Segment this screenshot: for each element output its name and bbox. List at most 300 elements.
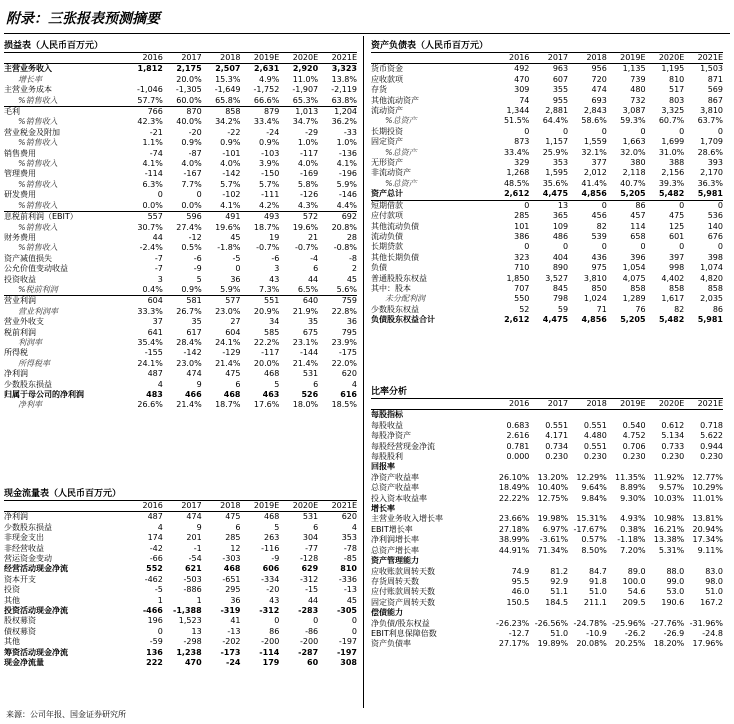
table-row: [4, 212, 357, 223]
value-cell: 1,595: [545, 168, 569, 178]
table-row: [371, 305, 723, 315]
value-cell: 463: [262, 390, 280, 399]
value-cell: -117: [300, 148, 319, 158]
year-header-cell: 2016: [491, 53, 530, 64]
row-label: 长期投资: [371, 126, 403, 136]
value-cell: 209.5: [622, 597, 646, 607]
value-cell: 620: [341, 369, 357, 379]
value-cell: 0.230: [661, 452, 685, 462]
row-label: 净利润: [4, 369, 28, 379]
value-cell: 845: [552, 283, 569, 293]
value-cell: [529, 410, 568, 421]
year-header-cell: 2018: [568, 399, 607, 410]
table-row: [371, 96, 723, 106]
value-cell: 798: [552, 294, 569, 304]
value-cell: 88.0: [666, 566, 685, 576]
value-cell: [684, 608, 723, 618]
value-cell: 3: [274, 264, 280, 274]
value-cell: 474: [186, 512, 202, 522]
value-cell: -142: [183, 348, 202, 358]
value-cell: 0: [274, 616, 280, 626]
value-cell: -24: [266, 127, 280, 137]
value-cell: 396: [630, 252, 646, 262]
value-cell: 4,856: [581, 315, 607, 325]
value-cell: -117: [261, 348, 280, 358]
year-header-cell: 2020E: [279, 53, 318, 64]
value-cell: 11.01%: [692, 493, 723, 503]
table-row: [371, 200, 723, 211]
value-cell: [684, 410, 723, 421]
value-cell: 12.29%: [576, 472, 607, 482]
table-row: [371, 556, 723, 566]
value-cell: 18.20%: [653, 639, 685, 649]
value-cell: 975: [591, 263, 607, 273]
value-cell: 41: [230, 616, 241, 626]
value-cell: 4,402: [661, 273, 685, 283]
value-cell: 810: [340, 564, 357, 574]
value-cell: 2,035: [700, 294, 723, 304]
row-label: %税前利润: [4, 285, 124, 296]
value-cell: -86: [305, 626, 319, 636]
value-cell: -167: [183, 169, 202, 179]
value-cell: 569: [707, 85, 723, 95]
value-cell: 0: [601, 126, 607, 136]
value-cell: 6: [313, 264, 319, 274]
row-label: %总资产: [385, 116, 417, 126]
value-cell: -144: [300, 348, 319, 358]
table-row: [371, 504, 723, 514]
table-row: [371, 232, 723, 242]
row-label: 其中：股本: [371, 283, 411, 293]
value-cell: 21.9%: [292, 306, 319, 316]
value-cell: 365: [552, 211, 569, 221]
value-cell: 604: [225, 327, 241, 337]
value-cell: 41.4%: [581, 178, 607, 188]
value-cell: 890: [552, 263, 569, 273]
year-header-cell: 2020E: [279, 501, 318, 512]
value-cell: 0.706: [622, 441, 646, 451]
value-cell: 2,507: [215, 64, 241, 74]
value-cell: 81.2: [550, 566, 569, 576]
value-cell: 1,523: [178, 616, 202, 626]
value-cell: 2,920: [292, 64, 319, 74]
row-label: 投资收益: [4, 274, 36, 284]
value-cell: 65.8%: [202, 96, 241, 107]
value-cell: 22.0%: [331, 358, 357, 368]
value-cell: -197: [338, 637, 357, 647]
value-cell: 57.7%: [124, 96, 163, 107]
value-cell: 5.6%: [318, 285, 357, 296]
value-cell: 51.1: [550, 587, 569, 597]
value-cell: 15.3%: [215, 74, 241, 84]
value-cell: 19: [269, 232, 280, 242]
header-label-cell: [4, 501, 124, 512]
value-cell: -12.7: [508, 628, 530, 638]
table-row: [4, 201, 357, 212]
value-cell: 39.3%: [658, 178, 685, 188]
value-cell: -886: [183, 585, 202, 595]
value-cell: 616: [340, 390, 357, 399]
value-cell: 858: [630, 283, 646, 293]
year-header-row: [4, 501, 357, 512]
value-cell: 19.6%: [292, 222, 319, 232]
value-cell: 5.134: [661, 431, 685, 441]
value-cell: 201: [186, 533, 202, 543]
value-cell: 71.34%: [537, 545, 569, 555]
row-label: 净资产收益率: [371, 472, 419, 482]
table-row: [4, 564, 357, 574]
year-header-cell: 2017: [163, 501, 202, 512]
value-cell: 17.34%: [692, 535, 723, 545]
value-cell: 871: [707, 74, 723, 84]
value-cell: 63.8%: [318, 96, 357, 107]
value-cell: 30.7%: [137, 222, 163, 232]
value-cell: 11.35%: [615, 472, 646, 482]
value-cell: 58.6%: [581, 116, 607, 126]
value-cell: -155: [144, 348, 163, 358]
value-cell: 1,699: [661, 137, 685, 147]
value-cell: 26.10%: [498, 472, 530, 482]
row-label: 股权募资: [4, 616, 36, 626]
value-cell: 658: [630, 231, 646, 241]
value-cell: 25.9%: [542, 147, 569, 157]
value-cell: 34.2%: [215, 117, 241, 127]
value-cell: -197: [336, 647, 357, 657]
value-cell: 32.1%: [581, 147, 607, 157]
table-row: [4, 169, 357, 179]
value-cell: 2,612: [504, 315, 530, 325]
value-cell: 552: [146, 564, 163, 574]
table-row: [4, 64, 357, 75]
value-cell: 4: [351, 379, 357, 389]
value-cell: 1,195: [661, 64, 685, 74]
row-label: 非经营收益: [4, 543, 44, 553]
table-row: [371, 629, 723, 639]
year-header-row: [4, 53, 357, 64]
value-cell: 4.480: [583, 431, 607, 441]
value-cell: [607, 608, 646, 618]
row-label: 非流动资产: [371, 168, 411, 178]
value-cell: 285: [514, 211, 530, 221]
value-cell: 468: [264, 512, 280, 522]
year-header-cell: 2016: [491, 399, 530, 410]
value-cell: 28.6%: [697, 147, 723, 157]
row-label: 存货: [371, 85, 387, 95]
value-cell: 43: [269, 595, 280, 605]
table-row: [371, 598, 723, 608]
value-cell: [684, 556, 723, 566]
row-label: 非现金支出: [4, 533, 44, 543]
table-row: [4, 96, 357, 107]
row-label: 净负债/股东权益: [371, 618, 430, 628]
value-cell: 0.0%: [124, 201, 163, 212]
value-cell: -66: [149, 554, 163, 564]
table-row: [371, 242, 723, 252]
value-cell: 0.9%: [181, 138, 202, 148]
table-row: [4, 285, 357, 296]
value-cell: 0: [679, 126, 685, 136]
row-label: 销售费用: [4, 148, 36, 158]
value-cell: 0: [313, 616, 319, 626]
value-cell: 3,325: [661, 106, 685, 116]
row-label: 资产减值损失: [4, 253, 52, 263]
balance-sheet-table: [371, 53, 723, 326]
value-cell: 4.171: [545, 431, 569, 441]
value-cell: 92.9: [550, 576, 569, 586]
value-cell: 1,135: [622, 64, 646, 74]
value-cell: 4,475: [529, 189, 568, 200]
value-cell: 0.57%: [581, 535, 607, 545]
table-row: [371, 483, 723, 493]
value-cell: 9: [196, 379, 202, 389]
value-cell: -173: [220, 647, 241, 657]
value-cell: 44: [307, 595, 319, 605]
row-label: 每股收益: [371, 420, 403, 430]
table-row: [4, 512, 357, 523]
table-row: [4, 554, 357, 564]
value-cell: 4.4%: [318, 201, 357, 212]
value-cell: -312: [259, 606, 280, 616]
value-cell: 4.9%: [259, 74, 280, 84]
value-cell: 40.0%: [176, 117, 202, 127]
value-cell: 83.0: [705, 566, 723, 576]
value-cell: 95.5: [511, 576, 530, 586]
value-cell: 0.9%: [220, 138, 241, 148]
value-cell: 10.29%: [692, 483, 723, 493]
value-cell: 2,881: [545, 106, 569, 116]
value-cell: 0.230: [583, 452, 607, 462]
value-cell: 140: [707, 221, 723, 231]
value-cell: 23.1%: [292, 337, 319, 347]
value-cell: [568, 504, 607, 514]
value-cell: 474: [591, 85, 607, 95]
value-cell: -77: [305, 543, 319, 553]
row-label: 少数股东损益: [4, 522, 52, 532]
value-cell: 0: [717, 200, 723, 210]
table-row: [371, 75, 723, 85]
value-cell: 4.0%: [297, 159, 319, 169]
value-cell: 710: [514, 263, 530, 273]
value-cell: 36.2%: [331, 117, 357, 127]
value-cell: 36: [230, 595, 241, 605]
table-row: [371, 431, 723, 441]
value-cell: 1,054: [622, 263, 646, 273]
page-title: 附录：三张报表预测摘要: [6, 11, 160, 27]
table-row: [4, 627, 357, 637]
value-cell: 21.4%: [176, 400, 202, 410]
value-cell: 0: [601, 242, 607, 252]
row-label: 长期贷款: [371, 242, 403, 252]
value-cell: 3.9%: [259, 159, 280, 169]
value-cell: 32.0%: [620, 147, 646, 157]
row-label: 投资: [4, 585, 20, 595]
table-row: [4, 637, 357, 647]
value-cell: -1,907: [292, 85, 319, 95]
value-cell: 7.20%: [620, 545, 646, 555]
value-cell: 2.616: [506, 431, 530, 441]
value-cell: 36: [346, 317, 357, 327]
value-cell: 581: [186, 296, 202, 306]
value-cell: 0.551: [545, 420, 569, 430]
value-cell: 20.0%: [176, 74, 202, 84]
year-header-cell: 2021E: [684, 399, 723, 410]
value-cell: 870: [186, 107, 202, 117]
value-cell: 6.3%: [142, 179, 163, 189]
value-cell: -24.8: [702, 628, 723, 638]
value-cell: 1.0%: [297, 138, 319, 148]
value-cell: 18.0%: [292, 400, 319, 410]
table-row: [371, 137, 723, 147]
value-cell: 99.0: [666, 576, 685, 586]
table-row: [371, 462, 723, 472]
value-cell: 5,482: [646, 189, 685, 200]
income-statement-table: [4, 53, 357, 411]
value-cell: 20.94%: [692, 524, 723, 534]
value-cell: -8: [349, 253, 357, 263]
value-cell: 810: [668, 74, 685, 84]
source-note: 来源：公司年报、国金证券研究所: [6, 710, 126, 719]
table-row: [371, 473, 723, 483]
row-label: 利润率: [18, 337, 42, 347]
value-cell: 0: [524, 126, 530, 136]
value-cell: 0.230: [545, 452, 569, 462]
value-cell: -4: [310, 253, 319, 263]
value-cell: -29: [305, 127, 319, 137]
value-cell: 795: [341, 327, 357, 337]
value-cell: [529, 504, 568, 514]
value-cell: -114: [259, 647, 280, 657]
value-cell: 18.7%: [253, 222, 280, 232]
value-cell: 393: [707, 158, 723, 168]
row-label: 公允价值变动收益: [4, 264, 68, 274]
value-cell: 0: [524, 200, 530, 210]
value-cell: 5.9%: [202, 285, 241, 296]
value-cell: 732: [630, 95, 646, 105]
value-cell: 0.230: [622, 452, 646, 462]
value-cell: 35.6%: [542, 178, 569, 188]
value-cell: 2,012: [583, 168, 607, 178]
value-cell: 5,482: [658, 315, 685, 325]
row-label: 无形资产: [371, 158, 403, 168]
table-row: [4, 359, 357, 369]
value-cell: 492: [514, 64, 530, 74]
value-cell: 136: [146, 647, 163, 657]
value-cell: 76: [635, 304, 646, 314]
value-cell: 955: [552, 95, 569, 105]
table-row: [371, 608, 723, 618]
value-cell: 4.1%: [142, 159, 163, 169]
row-label: %总资产: [385, 147, 417, 157]
value-cell: -1: [193, 543, 202, 553]
value-cell: 377: [591, 158, 607, 168]
value-cell: -25.96%: [612, 618, 646, 628]
table-row: [371, 158, 723, 168]
value-cell: [529, 556, 568, 566]
title-rule: [4, 33, 730, 34]
value-cell: 4.0%: [220, 159, 241, 169]
value-cell: 620: [341, 512, 357, 522]
value-cell: 3,810: [700, 106, 723, 116]
value-cell: 43: [269, 274, 280, 284]
value-cell: 0: [640, 242, 646, 252]
value-cell: 26.7%: [176, 306, 202, 316]
value-cell: 65.3%: [279, 96, 318, 107]
value-cell: 873: [514, 137, 530, 147]
value-cell: 606: [262, 564, 280, 574]
row-label: 应收账款周转天数: [371, 566, 435, 576]
value-cell: 475: [668, 211, 685, 221]
value-cell: 13.81%: [692, 514, 723, 524]
value-cell: 398: [707, 252, 723, 262]
value-cell: 20.25%: [615, 639, 646, 649]
table-row: [4, 233, 357, 243]
table-row: [4, 380, 357, 390]
row-label: 研发费用: [4, 190, 36, 200]
value-cell: -9: [271, 554, 280, 564]
value-cell: 15.31%: [576, 514, 607, 524]
value-cell: 35: [307, 317, 319, 327]
value-cell: 4,820: [700, 273, 723, 283]
row-label: 所得税率: [18, 358, 50, 368]
value-cell: 468: [223, 390, 241, 399]
value-cell: 51.0: [550, 628, 569, 638]
value-cell: 4: [157, 522, 163, 532]
value-cell: 3,527: [545, 273, 569, 283]
row-label: 每股指标: [371, 410, 403, 420]
value-cell: 6.97%: [542, 524, 569, 534]
table-row: [4, 107, 357, 118]
value-cell: 71: [596, 304, 607, 314]
value-cell: -1,752: [253, 85, 280, 95]
value-cell: 42.3%: [137, 117, 163, 127]
value-cell: 539: [591, 231, 607, 241]
cashflow-statement-table: [4, 501, 357, 669]
value-cell: 167.2: [700, 597, 723, 607]
value-cell: -9: [193, 264, 202, 274]
table-row: [371, 421, 723, 431]
value-cell: 196: [147, 616, 163, 626]
table-row: [4, 606, 357, 616]
value-cell: 456: [591, 211, 607, 221]
header-label-cell: [4, 53, 124, 64]
value-cell: -503: [183, 574, 202, 584]
row-label: 每股经营现金净流: [371, 441, 435, 451]
value-cell: 0.000: [506, 452, 530, 462]
table-row: [4, 338, 357, 348]
table-row: [371, 211, 723, 221]
value-cell: [607, 462, 646, 472]
value-cell: -5: [154, 585, 163, 595]
value-cell: 3,087: [622, 106, 646, 116]
value-cell: 480: [630, 85, 646, 95]
value-cell: 355: [552, 85, 569, 95]
row-label: %销售收入: [4, 201, 124, 212]
value-cell: -6: [193, 253, 202, 263]
value-cell: 84.7: [589, 566, 607, 576]
value-cell: [607, 410, 646, 421]
value-cell: 4.0%: [181, 159, 202, 169]
value-cell: -2,119: [331, 85, 357, 95]
value-cell: 36: [230, 274, 241, 284]
value-cell: 517: [668, 85, 685, 95]
table-row: [371, 85, 723, 95]
value-cell: 4.752: [622, 431, 646, 441]
value-cell: 0.551: [583, 420, 607, 430]
value-cell: 34: [269, 317, 280, 327]
value-cell: 9: [196, 522, 202, 532]
value-cell: 551: [264, 296, 280, 306]
table-row: [4, 390, 357, 400]
